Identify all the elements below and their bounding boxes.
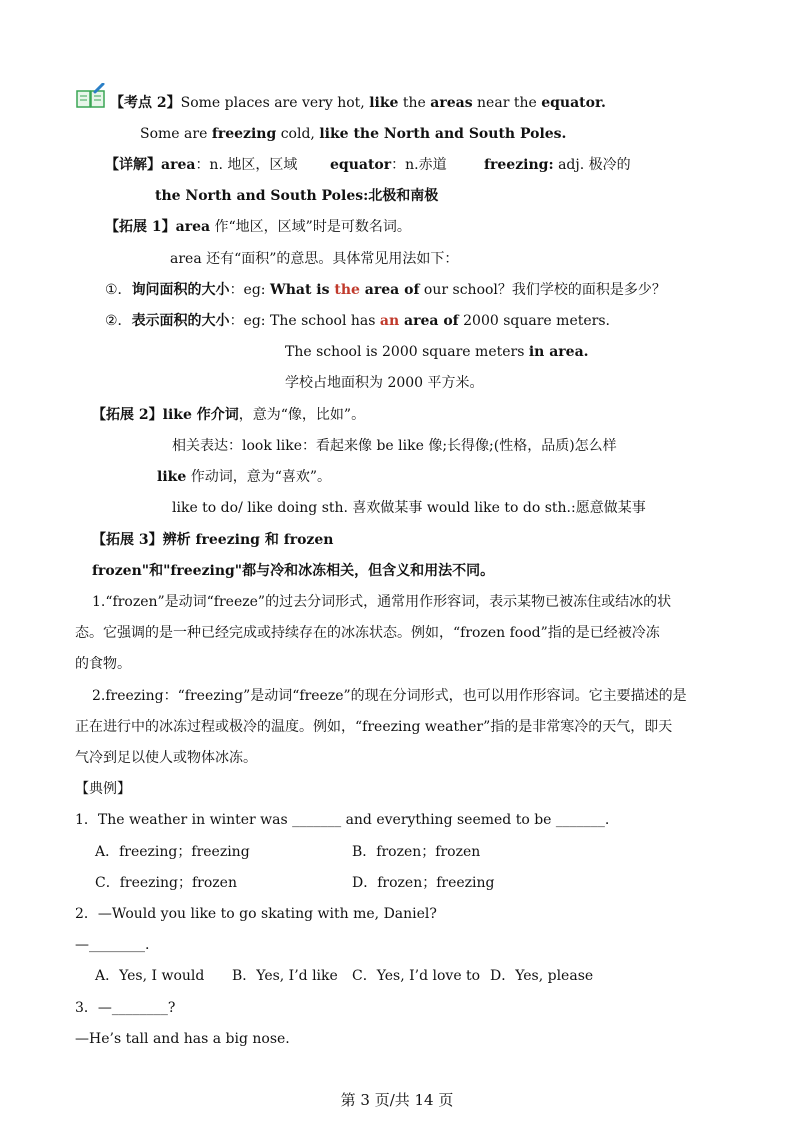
ext3-p1-line-2: 态。它强调的是一种已经完成或持续存在的冰冻状态。例如，“frozen food”指的是已经被冷冻 bbox=[75, 625, 660, 641]
examples-tag: 【典例】 bbox=[75, 781, 131, 797]
ext2-verb bbox=[157, 467, 331, 487]
ext1-line-1 bbox=[105, 217, 411, 237]
text: adj. 极冷的 bbox=[553, 157, 631, 173]
text: ：eg: The school has bbox=[229, 313, 380, 329]
text: equator bbox=[330, 157, 392, 173]
book-pencil-icon bbox=[76, 83, 108, 109]
kaodian-line-2 bbox=[140, 124, 566, 144]
q2-option-c: C．Yes, I’d love to bbox=[352, 968, 481, 984]
kaodian-tag: 【考点 2】 bbox=[110, 95, 181, 111]
ext1-item-2-line-2 bbox=[285, 342, 589, 362]
text: ，意为“像，比如”。 bbox=[238, 407, 366, 423]
ext1-tag: 【拓展 1】 bbox=[105, 219, 176, 235]
detail-line bbox=[105, 155, 297, 175]
text: 辨析 freezing 和 frozen bbox=[162, 532, 334, 548]
ext2-tag: 【拓展 2】 bbox=[92, 407, 163, 423]
text: 询问面积的大小 bbox=[131, 282, 230, 298]
question-3: 3．—________? bbox=[75, 1000, 176, 1016]
detail-equator bbox=[330, 155, 447, 175]
text: like bbox=[157, 469, 187, 485]
q1-option-b: B．frozen；frozen bbox=[352, 844, 481, 860]
detail-tag: 【详解】 bbox=[105, 157, 161, 173]
text: freezing: bbox=[484, 157, 554, 173]
ext3-p2-line-3: 气冷到足以使人或物体冰冻。 bbox=[75, 750, 257, 766]
text: cold, bbox=[276, 126, 320, 142]
text: equator. bbox=[541, 95, 606, 111]
text: ：eg: bbox=[229, 282, 270, 298]
text: area bbox=[161, 157, 196, 173]
kaodian-line-1 bbox=[110, 93, 606, 113]
ext1-line-2: area 还有“面积”的意思。具体常见用法如下： bbox=[170, 251, 459, 267]
text: an bbox=[379, 313, 400, 329]
text: our school？我们学校的面积是多少？ bbox=[419, 282, 666, 298]
text: What is bbox=[269, 282, 335, 298]
q1-option-a: A．freezing；freezing bbox=[95, 844, 250, 860]
q2-option-b: B．Yes, I’d like bbox=[232, 968, 338, 984]
q1-option-d: D．frozen；freezing bbox=[352, 875, 495, 891]
text: the bbox=[334, 282, 360, 298]
text: 2000 square meters. bbox=[458, 313, 610, 329]
question-2: 2．—Would you like to go skating with me, Daniel? bbox=[75, 906, 437, 922]
ext3-p1-line-1: 1.“frozen”是动词“freeze”的过去分词形式，通常用作形容词，表示某物已被冻住或结冰的状 bbox=[92, 594, 672, 610]
text: ②． bbox=[105, 313, 132, 329]
page-number: 第 3 页/共 14 页 bbox=[340, 1091, 454, 1109]
text: area bbox=[175, 219, 211, 235]
text: area of bbox=[359, 282, 420, 298]
ext1-item-1 bbox=[105, 280, 666, 300]
text: ：n. 地区，区域 bbox=[195, 157, 298, 173]
text: ①． bbox=[105, 282, 132, 298]
q2-option-d: D．Yes, please bbox=[490, 968, 594, 984]
text: Some are bbox=[140, 126, 212, 142]
text: like 作介词 bbox=[162, 407, 239, 423]
ext1-item-2 bbox=[105, 311, 610, 331]
detail-freezing bbox=[484, 155, 631, 175]
ext3-intro: frozen"和"freezing"都与冷和冰冻相关，但含义和用法不同。 bbox=[92, 563, 495, 579]
ext3-tag: 【拓展 3】 bbox=[92, 532, 163, 548]
text: like the North and South Poles. bbox=[319, 126, 567, 142]
ext1-item-2-line-3: 学校占地面积为 2000 平方米。 bbox=[285, 375, 484, 391]
question-1: 1．The weather in winter was _______ and everything seemed to be _______. bbox=[75, 812, 610, 828]
q2-option-a: A．Yes, I would bbox=[95, 968, 205, 984]
ext2-line-1 bbox=[92, 405, 365, 425]
text: in area. bbox=[528, 344, 589, 360]
text: like bbox=[369, 95, 399, 111]
text: ：n.赤道 bbox=[391, 157, 447, 173]
text: 作动词，意为“喜欢”。 bbox=[186, 469, 332, 485]
detail-poles: the North and South Poles:北极和南极 bbox=[155, 188, 439, 204]
q1-option-c: C．freezing；frozen bbox=[95, 875, 237, 891]
text: Some places are very hot, bbox=[180, 95, 370, 111]
text: areas bbox=[430, 95, 473, 111]
ext3-p2-line-1: 2.freezing：“freezing”是动词“freeze”的现在分词形式，也可以用作形容词。它主要描述的是 bbox=[92, 688, 687, 704]
ext2-related: 相关表达：look like：看起来像 be like 像;长得像;(性格，品质)怎么样 bbox=[172, 438, 617, 454]
ext3-line-1 bbox=[92, 530, 333, 550]
q2-blank: —________. bbox=[75, 937, 150, 953]
text: freezing bbox=[211, 126, 277, 142]
text: area of bbox=[399, 313, 459, 329]
text: 作“地区，区域”时是可数名词。 bbox=[210, 219, 411, 235]
text: the bbox=[398, 95, 431, 111]
ext2-phrases: like to do/ like doing sth. 喜欢做某事 would like to do sth.:愿意做某事 bbox=[172, 500, 646, 516]
ext3-p1-line-3: 的食物。 bbox=[75, 656, 131, 672]
q3-answer: —He’s tall and has a big nose. bbox=[75, 1031, 290, 1047]
text: near the bbox=[472, 95, 542, 111]
ext3-p2-line-2: 正在进行中的冰冻过程或极冷的温度。例如，“freezing weather”指的是非常寒冷的天气，即天 bbox=[75, 719, 673, 735]
text: 表示面积的大小 bbox=[131, 313, 230, 329]
text: The school is 2000 square meters bbox=[285, 344, 529, 360]
